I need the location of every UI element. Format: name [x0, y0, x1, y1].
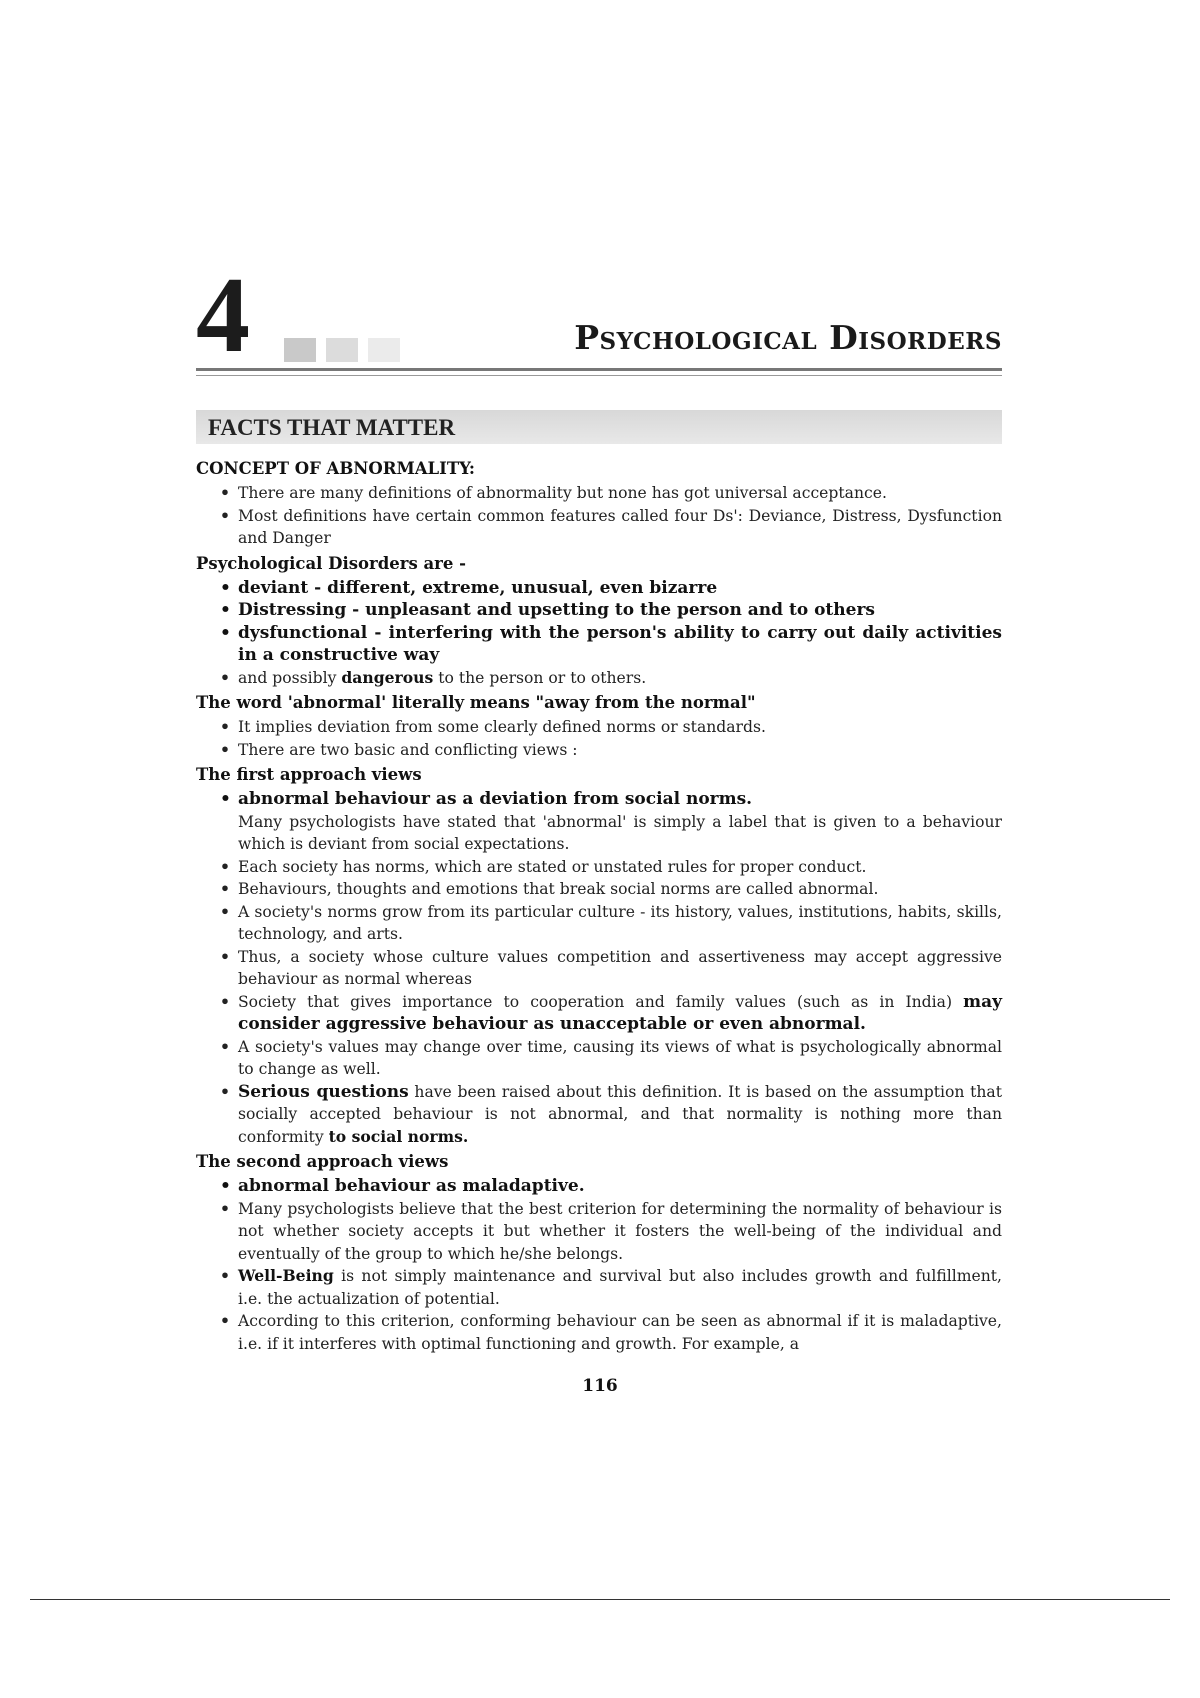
section-bar-title: FACTS THAT MATTER: [208, 415, 456, 440]
decorative-squares: [284, 338, 400, 362]
bold-text: may consider aggressive behaviour as unacceptable or even abnormal.: [238, 991, 1002, 1034]
list-item: • deviant - different, extreme, unusual, even bizarre: [218, 577, 1002, 600]
text-span: Society that gives importance to cooperation and family values (such as in India): [238, 992, 964, 1011]
list-item: [218, 991, 1002, 1036]
list-item: [218, 1081, 1002, 1149]
chapter-header: [196, 256, 1002, 382]
list-item: • There are many definitions of abnormality but none has got universal acceptance.: [218, 482, 1002, 505]
section-bar: [196, 410, 1002, 444]
header-rule-thin: [196, 375, 1002, 376]
square-decoration: [368, 338, 400, 362]
list-item: • A society's values may change over time, causing its views of what is psychologically abnormal to change as well.: [218, 1036, 1002, 1081]
page-number: 116: [582, 1376, 618, 1396]
bold-text: Serious questions: [238, 1081, 409, 1102]
text-span: is not simply maintenance and survival but also includes growth and fulfillment, i.e. the actualization of potential.: [238, 1267, 1002, 1308]
bold-text: dangerous: [341, 667, 434, 687]
disorders-heading: Psychological Disorders are -: [196, 553, 466, 573]
text-span: and possibly: [238, 668, 342, 687]
list-item: • It implies deviation from some clearly defined norms or standards.: [218, 716, 1002, 739]
list-item: • Many psychologists believe that the best criterion for determining the normality of behaviour is not whether society accepts it but whether it fosters the well-being of the individual and eventually of the group to which he/she belongs.: [218, 1198, 1002, 1266]
list-item: • There are two basic and conflicting views :: [218, 739, 1002, 762]
list-item: • Distressing - unpleasant and upsetting to the person and to others: [218, 599, 1002, 622]
header-rule: [196, 368, 1002, 371]
disorders-list: [196, 577, 1002, 690]
footer-rule: [30, 1599, 1170, 1600]
second-approach-list: [196, 1175, 1002, 1355]
list-item: • Each society has norms, which are stated or unstated rules for proper conduct.: [218, 856, 1002, 879]
concept-heading: CONCEPT OF ABNORMALITY:: [196, 459, 475, 478]
concept-list: [196, 482, 1002, 550]
list-item: • abnormal behaviour as a deviation from social norms.: [218, 788, 1002, 811]
page-content: [196, 455, 1002, 1355]
chapter-number: 4: [196, 256, 250, 375]
text-span: to the person or to others.: [433, 668, 647, 687]
bold-text: Well-Being: [238, 1266, 334, 1285]
list-item: • According to this criterion, conforming behaviour can be seen as abnormal if it is maladaptive, i.e. if it interferes with optimal functioning and growth. For example, a: [218, 1310, 1002, 1355]
square-decoration: [284, 338, 316, 362]
text-span: have been raised about this definition. It is based on the assumption that socially accepted behaviour is not abnormal, and that normality is nothing more than conformity: [238, 1082, 1002, 1146]
list-item: • A society's norms grow from its particular culture - its history, values, institutions, habits, skills, technology, and arts.: [218, 901, 1002, 946]
list-item: • abnormal behaviour as maladaptive.: [218, 1175, 1002, 1198]
square-decoration: [326, 338, 358, 362]
list-item: [218, 1265, 1002, 1310]
word-list: [196, 716, 1002, 761]
list-item: [218, 667, 1002, 690]
bold-text: to social norms.: [328, 1126, 469, 1146]
first-approach-list: [196, 788, 1002, 1148]
list-item: • dysfunctional - interfering with the person's ability to carry out daily activities in a constructive way: [218, 622, 1002, 667]
chapter-title: Psychological Disorders: [574, 318, 1002, 357]
second-approach-heading: The second approach views: [196, 1152, 449, 1171]
paragraph: Many psychologists have stated that 'abnormal' is simply a label that is given to a behaviour which is deviant from social expectations.: [238, 812, 1002, 853]
first-approach-heading: The first approach views: [196, 765, 422, 784]
word-heading: The word 'abnormal' literally means "away from the normal": [196, 693, 756, 712]
list-item: • Most definitions have certain common features called four Ds': Deviance, Distress, Dysfunction and Danger: [218, 505, 1002, 550]
list-item: • Thus, a society whose culture values competition and assertiveness may accept aggressive behaviour as normal whereas: [218, 946, 1002, 991]
list-item: • Behaviours, thoughts and emotions that break social norms are called abnormal.: [218, 878, 1002, 901]
